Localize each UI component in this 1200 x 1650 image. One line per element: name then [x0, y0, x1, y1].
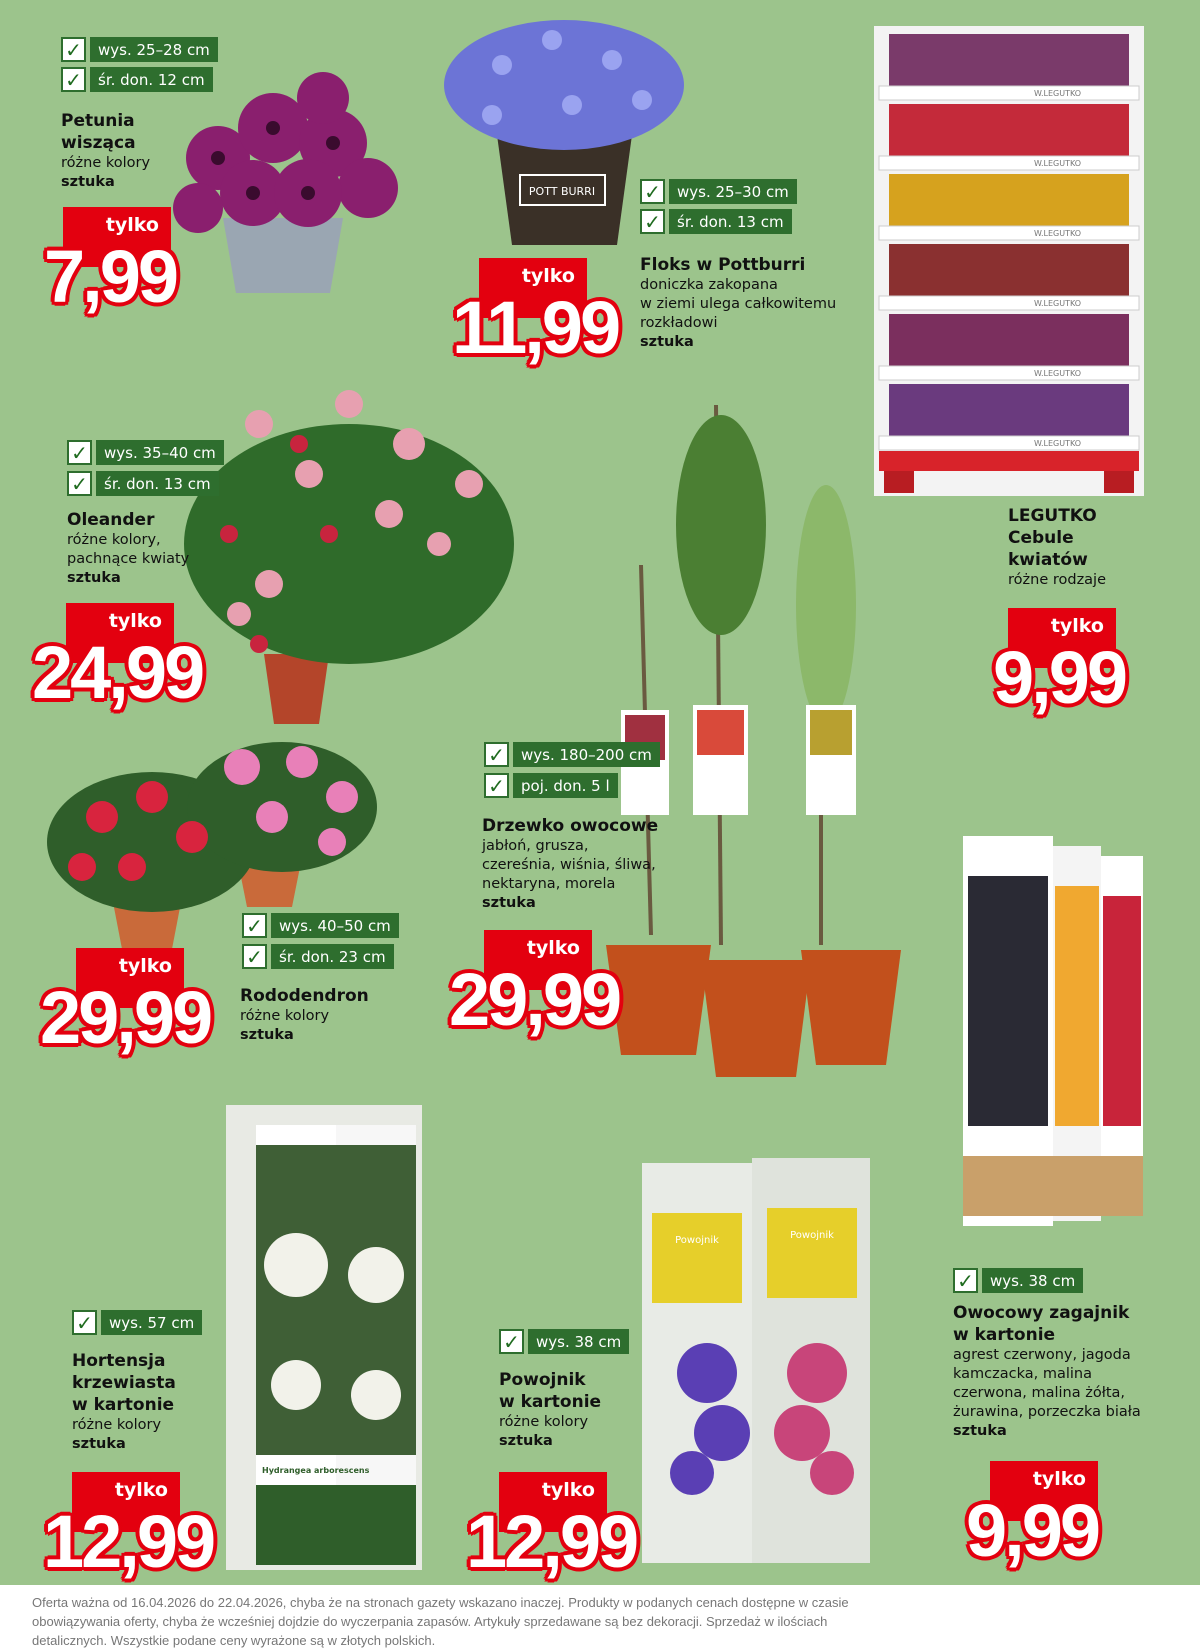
rack-label: W.LEGUTKO: [1034, 89, 1082, 98]
badge-text: śr. don. 13 cm: [669, 209, 792, 234]
powojnik-boxes-image: [642, 1153, 870, 1569]
price-tag: tylko: [1008, 608, 1116, 668]
product-desc: różne kolory: [61, 155, 151, 171]
floks-pot-badge: [640, 209, 792, 234]
footer: [0, 1585, 1200, 1650]
checkmark-icon: ✓: [484, 773, 509, 798]
price-tag: tylko: [499, 1472, 607, 1532]
hortensja-height-badge: [72, 1310, 202, 1335]
product-desc: różne kolory: [499, 1414, 589, 1430]
hortensja-box-label: Hydrangea arborescens: [262, 1466, 370, 1475]
checkmark-icon: ✓: [242, 944, 267, 969]
checkmark-icon: ✓: [640, 179, 665, 204]
badge-text: wys. 35–40 cm: [96, 440, 224, 465]
product-unit: sztuka: [640, 334, 694, 350]
product-unit: sztuka: [953, 1423, 1007, 1439]
oleander-price: 24,99: [32, 631, 203, 714]
rack-label: W.LEGUTKO: [1034, 229, 1082, 238]
product-desc: różne kolory: [240, 1008, 330, 1024]
petunia-height-badge: [61, 37, 218, 62]
drzewko-height-badge: [484, 742, 660, 767]
zagajnik-info: [953, 1302, 1141, 1441]
petunia-pot-badge: [61, 67, 213, 92]
product-desc: doniczka zakopana: [640, 277, 778, 293]
hortensja-boxes-image: [226, 1105, 422, 1570]
powojnik-box-label: Powojnik: [790, 1230, 834, 1241]
price-tag: tylko: [63, 207, 171, 267]
powojnik-height-badge: [499, 1329, 629, 1354]
badge-text: wys. 38 cm: [528, 1329, 629, 1354]
legal-disclaimer: Oferta ważna od 16.04.2026 do 22.04.2026, chyba że na stronach gazety wskazano inaczej. Produkty w podanych cenach dostępne w czasie obowiązywania oferty, chyba że wcześniej dojdzie do wyczerpania zapasów. Artykuły sprzedawane są bez dekoracji. Sprzedaż w ilościach detalicznych. Wszystkie podane ceny wyrażone są w złotych polskich.: [32, 1595, 849, 1648]
product-desc: kamczacka, malina: [953, 1366, 1092, 1382]
product-desc: różne rodzaje: [1008, 572, 1107, 588]
powojnik-info: [499, 1369, 601, 1451]
product-name: Drzewko owocowe: [482, 816, 659, 836]
product-desc: rozkładowi: [640, 315, 718, 331]
product-unit: sztuka: [61, 174, 115, 190]
product-name: LEGUTKO: [1008, 506, 1097, 526]
product-name: w kartonie: [499, 1392, 602, 1412]
product-unit: sztuka: [72, 1436, 126, 1452]
badge-text: śr. don. 12 cm: [90, 67, 213, 92]
pot-label: POTT BURRI: [528, 185, 596, 198]
checkmark-icon: ✓: [72, 1310, 97, 1335]
product-name: Powojnik: [499, 1370, 586, 1390]
powojnik-box-label: Powojnik: [675, 1235, 719, 1246]
product-unit: sztuka: [67, 570, 121, 586]
product-unit: sztuka: [240, 1027, 294, 1043]
checkmark-icon: ✓: [499, 1329, 524, 1354]
badge-text: wys. 180–200 cm: [513, 742, 660, 767]
legutko-info: [1008, 505, 1106, 590]
product-name: Petunia: [61, 111, 135, 131]
product-unit: sztuka: [499, 1433, 553, 1449]
price-tag: tylko: [484, 930, 592, 990]
price-tag: tylko: [66, 603, 174, 663]
badge-text: wys. 57 cm: [101, 1310, 202, 1335]
rack-label: W.LEGUTKO: [1034, 299, 1082, 308]
price-tag: tylko: [72, 1472, 180, 1532]
checkmark-icon: ✓: [61, 37, 86, 62]
product-name: Rododendron: [240, 986, 369, 1006]
zagajnik-price: 9,99: [966, 1489, 1099, 1572]
powojnik-price: 12,99: [466, 1500, 637, 1583]
oleander-info: [67, 509, 189, 588]
floks-price: 11,99: [452, 286, 619, 369]
rack-label: W.LEGUTKO: [1034, 369, 1082, 378]
hortensja-price: 12,99: [43, 1500, 214, 1583]
product-name: w kartonie: [72, 1395, 175, 1415]
legutko-rack-image: [874, 26, 1144, 496]
product-desc: czereśnia, wiśnia, śliwa,: [482, 857, 656, 873]
oleander-pot-badge: [67, 471, 219, 496]
badge-text: wys. 40–50 cm: [271, 913, 399, 938]
product-name: Floks w Pottburri: [640, 255, 806, 275]
rododendron-height-badge: [242, 913, 399, 938]
product-desc: w ziemi ulega całkowitemu: [640, 296, 837, 312]
product-desc: pachnące kwiaty: [67, 551, 190, 567]
checkmark-icon: ✓: [67, 440, 92, 465]
zagajnik-boxes-image: [963, 816, 1143, 1232]
product-desc: agrest czerwony, jagoda: [953, 1347, 1131, 1363]
product-name: Cebule: [1008, 528, 1074, 548]
floks-info: [640, 254, 836, 352]
product-desc: żurawina, porzeczka biała: [953, 1404, 1141, 1420]
badge-text: wys. 38 cm: [982, 1268, 1083, 1293]
checkmark-icon: ✓: [242, 913, 267, 938]
drzewko-info: [482, 815, 658, 913]
product-desc: czerwona, malina żółta,: [953, 1385, 1126, 1401]
price-tag: tylko: [76, 948, 184, 1008]
product-name: w kartonie: [953, 1325, 1056, 1345]
price-tag: tylko: [479, 258, 587, 318]
product-desc: różne kolory,: [67, 532, 161, 548]
product-name: wisząca: [61, 133, 136, 153]
rack-label: W.LEGUTKO: [1034, 439, 1082, 448]
checkmark-icon: ✓: [67, 471, 92, 496]
checkmark-icon: ✓: [640, 209, 665, 234]
badge-text: wys. 25–28 cm: [90, 37, 218, 62]
product-desc: różne kolory: [72, 1417, 162, 1433]
checkmark-icon: ✓: [484, 742, 509, 767]
product-name: Owocowy zagajnik: [953, 1303, 1130, 1323]
drzewko-pot-badge: [484, 773, 618, 798]
legutko-price: 9,99: [993, 636, 1126, 719]
drzewko-price: 29,99: [449, 958, 620, 1041]
petunia-price: 7,99: [44, 235, 177, 318]
rododendron-price: 29,99: [40, 976, 211, 1059]
oleander-image: [179, 384, 534, 726]
petunia-info: [61, 110, 150, 192]
price-tag: tylko: [990, 1461, 1098, 1521]
badge-text: śr. don. 23 cm: [271, 944, 394, 969]
oleander-height-badge: [67, 440, 224, 465]
badge-text: poj. don. 5 l: [513, 773, 618, 798]
badge-text: śr. don. 13 cm: [96, 471, 219, 496]
product-desc: jabłoń, grusza,: [482, 838, 589, 854]
product-name: kwiatów: [1008, 550, 1088, 570]
rododendron-info: [240, 985, 369, 1045]
rack-label: W.LEGUTKO: [1034, 159, 1082, 168]
product-name: Oleander: [67, 510, 155, 530]
badge-text: wys. 25–30 cm: [669, 179, 797, 204]
product-desc: nektaryna, morela: [482, 876, 616, 892]
petunia-image: [158, 68, 408, 296]
zagajnik-height-badge: [953, 1268, 1083, 1293]
floks-height-badge: [640, 179, 797, 204]
checkmark-icon: ✓: [953, 1268, 978, 1293]
product-unit: sztuka: [482, 895, 536, 911]
checkmark-icon: ✓: [61, 67, 86, 92]
product-name: Hortensja: [72, 1351, 166, 1371]
product-name: krzewiasta: [72, 1373, 176, 1393]
rododendron-pot-badge: [242, 944, 394, 969]
hortensja-info: [72, 1350, 176, 1454]
